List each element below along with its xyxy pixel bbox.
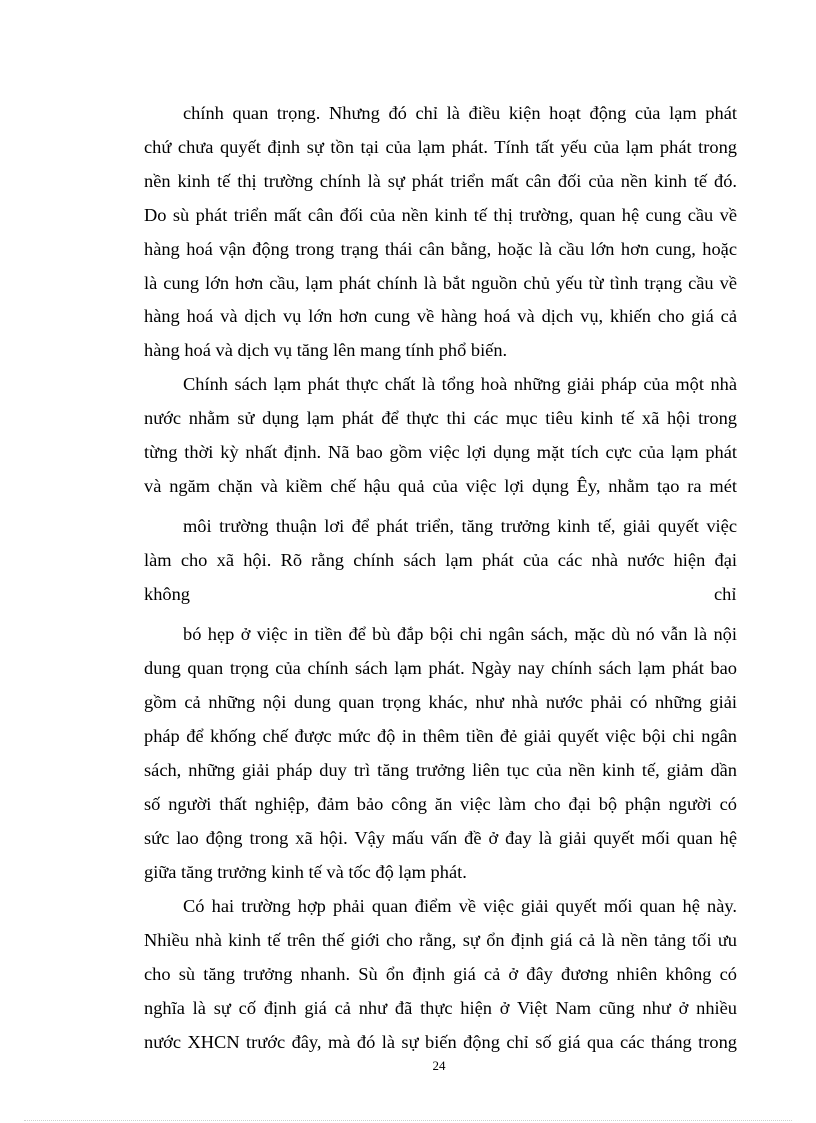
- text-line: hàng hoá và dịch vụ tăng lên mang tính phổ biến.: [144, 340, 508, 360]
- text-line: làm cho xã hội. Rõ rằng chính sách lạm phát của các nhà nước hiện đại: [144, 550, 737, 570]
- text-line: chính quan trọng. Nhưng đó chỉ là điều kiện hoạt động của lạm phát: [183, 103, 737, 123]
- text-line: nghĩa là sự cố định giá cả như đã thực hiện ở Việt Nam cũng như ở nhiều: [144, 998, 737, 1018]
- text-line: Nhiều nhà kinh tế trên thế giới cho rằng, sự ổn định giá cả là nền tảng tối ưu: [144, 930, 737, 950]
- text-line: nước XHCN trước đây, mà đó là sự biến động chỉ số giá qua các tháng trong: [144, 1032, 737, 1052]
- text-line: giữa tăng trưởng kinh tế và tốc độ lạm phát.: [144, 862, 467, 882]
- text-line: Do sù phát triển mất cân đối của nền kinh tế thị trường, quan hệ cung cầu về: [144, 205, 737, 225]
- text-line: nền kinh tế thị trường chính là sự phát triển mất cân đối của nền kinh tế đó.: [144, 171, 737, 191]
- text-line: hàng hoá vận động trong trạng thái cân bằng, hoặc là cầu lớn hơn cung, hoặc: [144, 239, 737, 259]
- text-line: không: [144, 584, 190, 604]
- text-line: số người thất nghiệp, đảm bảo công ăn việc làm cho đại bộ phận người có: [144, 794, 737, 814]
- text-line: Có hai trường hợp phải quan điểm về việc giải quyết mối quan hệ này.: [183, 896, 737, 916]
- text-line: Chính sách lạm phát thực chất là tổng hoà những giải pháp của một nhà: [183, 374, 737, 394]
- text-line: sức lao động trong xã hội. Vậy mấu vấn đề ở đay là giải quyết mối quan hệ: [144, 828, 737, 848]
- text-line: cho sù tăng trưởng nhanh. Sù ổn định giá cả ở đây đương nhiên không có: [144, 964, 737, 984]
- text-line: chứ chưa quyết định sự tồn tại của lạm phát. Tính tất yếu của lạm phát trong: [144, 137, 737, 157]
- text-line: sách, những giải pháp duy trì tăng trưởng liên tục của nền kinh tế, giảm dần: [144, 760, 737, 780]
- text-line: là cung lớn hơn cầu, lạm phát chính là bắt nguồn chủ yếu từ tình trạng cầu về: [144, 273, 737, 293]
- text-line: gồm cả những nội dung quan trọng khác, như nhà nước phải có những giải: [144, 692, 737, 712]
- text-line: môi trường thuận lơi để phát triển, tăng trưởng kinh tế, giải quyết việc: [183, 516, 737, 536]
- text-line: pháp để khống chế được mức độ in thêm tiền đẻ giải quyết việc bội chi ngân: [144, 726, 737, 746]
- text-line: chỉ: [714, 584, 737, 604]
- text-line: nước nhằm sử dụng lạm phát để thực thi các mục tiêu kinh tế xã hội trong: [144, 408, 737, 428]
- page-number: 24: [432, 1058, 446, 1073]
- text-line: bó hẹp ở việc in tiền để bù đắp bội chi ngân sách, mặc dù nó vẫn là nội: [183, 624, 737, 644]
- page-bottom-border: [24, 1120, 792, 1121]
- text-line: hàng hoá và dịch vụ lớn hơn cung về hàng hoá và dịch vụ, khiến cho giá cả: [144, 306, 737, 326]
- text-line: và ngăm chặn và kiềm chế hậu quả của việc lợi dụng Êy, nhằm tạo ra mét: [144, 476, 737, 496]
- text-line: từng thời kỳ nhất định. Nã bao gồm việc lợi dụng mặt tích cực của lạm phát: [144, 442, 737, 462]
- text-line: dung quan trọng của chính sách lạm phát. Ngày nay chính sách lạm phát bao: [144, 658, 737, 678]
